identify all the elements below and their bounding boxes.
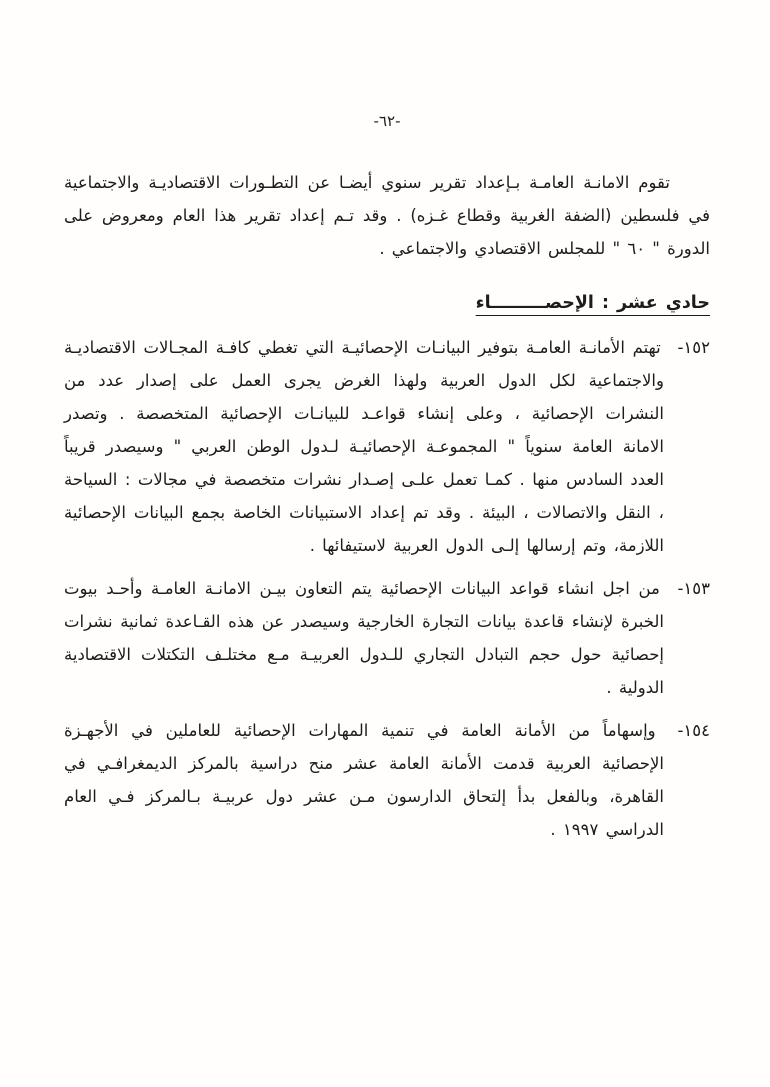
numbered-paragraph bbox=[64, 714, 710, 846]
numbered-paragraph bbox=[64, 572, 710, 704]
paragraph-number: ١٥٣- bbox=[677, 579, 710, 598]
intro-paragraph: تقوم الامانـة العامـة بـإعداد تقرير سنوي أيضـا عن التطـورات الاقتصاديـة والاجتماعية في فلسطين (الضفة الغربية وقطاع غـزه) . وقد تـم إعداد تقرير هذا العام ومعروض على الدورة " ٦٠ " للمجلس الاقتصادي والاجتماعي . bbox=[64, 173, 710, 258]
section-heading: حادي عشر : الإحصـــــــــاء bbox=[475, 293, 710, 313]
paragraph-text: وإسهاماً من الأمانة العامة في تنمية المهارات الإحصائية للعاملين في الأجهـزة الإحصائية العربية قدمت الأمانة العامة عشر منح دراسية بالمركز الديمغرافـي في القاهرة، وبالفعل بدأ إلتحاق الدارسون مـن عشر دول عربيـة بـالمركز فـي العام الدراسي ١٩٩٧ . bbox=[64, 721, 664, 839]
numbered-paragraph bbox=[64, 331, 710, 562]
page-number: -٦٢- bbox=[373, 112, 401, 130]
paragraph-number: ١٥٢- bbox=[677, 338, 710, 357]
paragraph-text: تهتم الأمانـة العامـة بتوفير البيانـات الإحصائيـة التي تغطي كافـة المجـالات الاقتصاديـة والاجتماعية لكل الدول العربية ولهذا الغرض يجرى العمل على إصدار عدد من النشرات الإحصائية ، وعلى إنشاء قواعـد للبيانـات الإحصائية المتخصصة . وتصدر الامانة العامة سنوياً " المجموعـة الإحصائيـة لـدول الوطن العربي " وسيصدر قريباً العدد السادس منها . كمـا تعمل علـى إصـدار نشرات متخصصة في مجالات : السياحة ، النقل والاتصالات ، البيئة . وقد تم إعداد الاستبيانات الخاصة بجمع البيانات الإحصائية اللازمة، وتم إرسالها إلـى الدول العربية لاستيفائها . bbox=[64, 338, 664, 555]
paragraph-text: من اجل انشاء قواعد البيانات الإحصائية يتم التعاون بيـن الامانـة العامـة وأحـد بيوت الخبرة لإنشاء قاعدة بيانات التجارة الخارجية وسيصدر عن هذه القـاعدة ثمانية نشرات إحصائية حول حجم التبادل التجاري للـدول العربيـة مـع مختلـف التكتلات الاقتصادية الدولية . bbox=[64, 579, 664, 697]
paragraph-number: ١٥٤- bbox=[677, 721, 710, 740]
